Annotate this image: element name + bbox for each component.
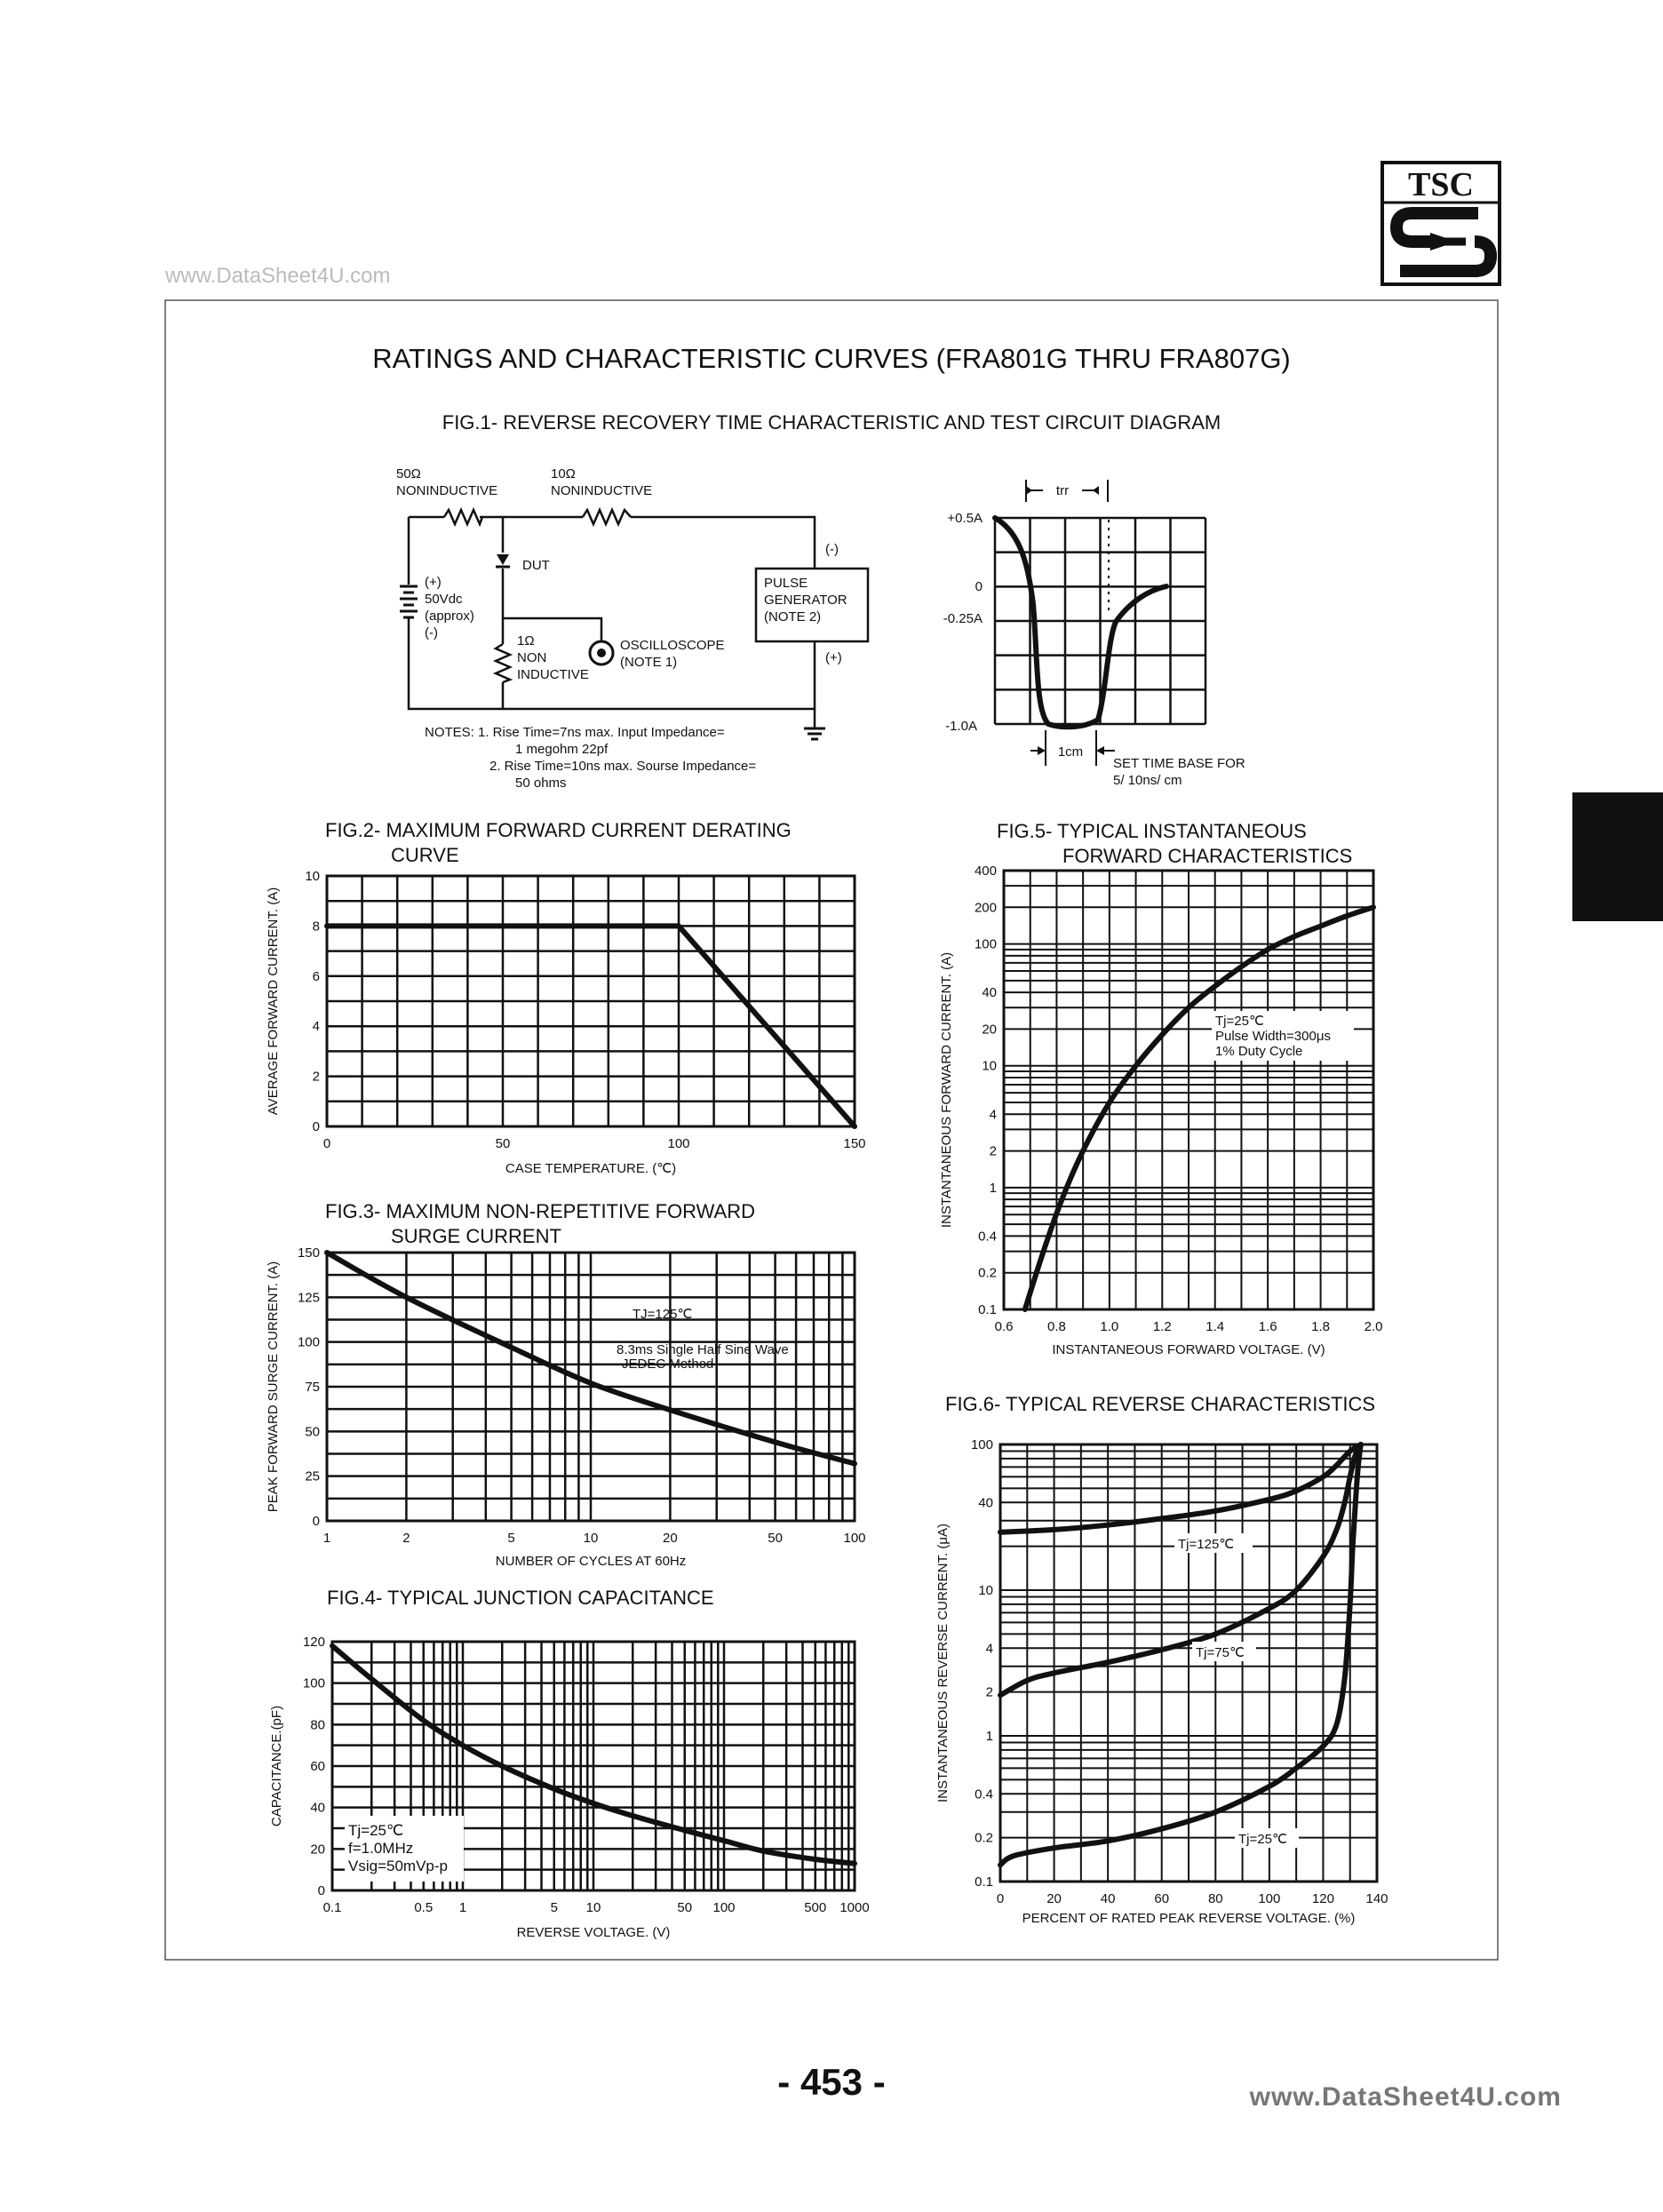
y-tick-label: 0.4: [975, 1786, 993, 1802]
x-tick-label: 0.1: [322, 1900, 342, 1915]
fig3-chart: [266, 1245, 866, 1569]
fig4-annotation: f=1.0MHz: [348, 1840, 414, 1857]
fig3-annotation: 8.3ms Single Half Sine Wave: [617, 1342, 789, 1357]
r1-type: NONINDUCTIVE: [396, 483, 498, 498]
x-axis-label: REVERSE VOLTAGE. (V): [516, 1925, 671, 1940]
x-tick-label: 0: [996, 1891, 1005, 1906]
watermark-bottom: www.DataSheet4U.com: [1249, 2082, 1562, 2112]
scope-y-label: -0.25A: [943, 611, 983, 626]
x-tick-label: 1: [458, 1900, 467, 1915]
y-tick-label: 2: [985, 1684, 993, 1700]
x-tick-label: 1.4: [1205, 1319, 1225, 1334]
x-tick-label: 100: [712, 1900, 736, 1915]
section-tab: [1572, 792, 1663, 921]
fig5-annotation: 1% Duty Cycle: [1215, 1044, 1303, 1059]
x-axis-label: PERCENT OF RATED PEAK REVERSE VOLTAGE. (%): [1022, 1911, 1356, 1926]
r1-value: 50Ω: [396, 466, 421, 481]
fig1-title: FIG.1- REVERSE RECOVERY TIME CHARACTERISTIC AND TEST CIRCUIT DIAGRAM: [442, 411, 1221, 434]
x-tick-label: 100: [667, 1136, 690, 1151]
x-tick-label: 0.6: [994, 1319, 1014, 1334]
fig4-annotation: Tj=25℃: [348, 1822, 404, 1839]
logo-text: TSC: [1408, 166, 1474, 203]
y-axis-label: AVERAGE FORWARD CURRENT. (A): [266, 887, 281, 1116]
pulse-line3: (NOTE 2): [764, 609, 822, 625]
fig3-annotation: TJ=125℃: [633, 1307, 693, 1322]
x-tick-label: 0: [322, 1136, 331, 1151]
fig1-circuit: [396, 466, 868, 791]
x-tick-label: 20: [663, 1531, 678, 1546]
y-tick-label: 4: [989, 1107, 997, 1123]
fig2-chart: [266, 869, 866, 1176]
fig5-annotation: Tj=25℃: [1215, 1014, 1264, 1029]
fig4-title: FIG.4- TYPICAL JUNCTION CAPACITANCE: [327, 1587, 714, 1609]
fig5-title: FORWARD CHARACTERISTICS: [1062, 845, 1353, 867]
y-tick-label: 0: [312, 1514, 320, 1529]
y-axis-label: CAPACITANCE.(pF): [269, 1705, 284, 1827]
y-tick-label: 120: [302, 1635, 325, 1650]
x-tick-label: 80: [1207, 1891, 1223, 1906]
x-tick-label: 0.8: [1046, 1319, 1066, 1334]
y-tick-label: 4: [985, 1641, 993, 1657]
y-tick-label: 8: [312, 919, 320, 935]
fig6-title: FIG.6- TYPICAL REVERSE CHARACTERISTICS: [945, 1393, 1376, 1415]
x-tick-label: 0.5: [414, 1900, 434, 1915]
y-tick-label: 0.2: [978, 1265, 997, 1281]
fig6-series-label: Tj=75℃: [1196, 1645, 1245, 1660]
x-axis-label: NUMBER OF CYCLES AT 60Hz: [495, 1554, 687, 1569]
y-tick-label: 1: [989, 1180, 997, 1196]
y-axis-label: PEAK FORWARD SURGE CURRENT. (A): [266, 1261, 281, 1513]
notes-2a: 2. Rise Time=10ns max. Sourse Impedance=: [489, 759, 757, 774]
fig5-title: FIG.5- TYPICAL INSTANTANEOUS: [997, 820, 1307, 842]
cm-label: 1cm: [1057, 744, 1084, 760]
y-tick-label: 150: [297, 1245, 320, 1261]
y-tick-label: 6: [312, 968, 320, 984]
x-tick-label: 1: [322, 1531, 331, 1546]
fig5-annotation: Pulse Width=300μs: [1215, 1029, 1331, 1044]
y-tick-label: 0.1: [978, 1302, 997, 1317]
fig3-annotation: JEDEC Method: [622, 1357, 714, 1372]
y-tick-label: 4: [312, 1019, 320, 1035]
dut-label: DUT: [522, 558, 550, 573]
y-tick-label: 0.1: [975, 1874, 993, 1890]
fig2-title: FIG.2- MAXIMUM FORWARD CURRENT DERATING: [325, 819, 792, 841]
notes-1b: 1 megohm 22pf: [515, 742, 609, 757]
y-axis-label: INSTANTANEOUS FORWARD CURRENT. (A): [939, 951, 954, 1229]
x-tick-label: 50: [768, 1531, 783, 1546]
r2-type: NONINDUCTIVE: [551, 483, 653, 498]
page-title: RATINGS AND CHARACTERISTIC CURVES (FRA801G THRU FRA807G): [372, 343, 1291, 374]
y-tick-label: 100: [974, 936, 997, 952]
x-tick-label: 2: [402, 1531, 410, 1546]
y-tick-label: 0.2: [975, 1830, 993, 1846]
y-tick-label: 50: [305, 1424, 320, 1440]
pulse-line2: GENERATOR: [764, 593, 847, 608]
x-tick-label: 50: [677, 1900, 693, 1915]
fig4-chart: [269, 1635, 870, 1940]
fig3-title: SURGE CURRENT: [391, 1225, 561, 1247]
x-tick-label: 100: [843, 1531, 866, 1546]
x-tick-label: 1.0: [1100, 1319, 1119, 1334]
y-tick-label: 25: [305, 1468, 320, 1484]
y-tick-label: 100: [297, 1334, 320, 1350]
x-tick-label: 120: [1311, 1891, 1334, 1906]
x-tick-label: 20: [1046, 1891, 1062, 1906]
pulse-line1: PULSE: [764, 576, 808, 591]
y-tick-label: 20: [982, 1022, 997, 1038]
gen-plus: (+): [825, 650, 842, 665]
y-tick-label: 20: [310, 1842, 325, 1858]
x-axis-label: INSTANTANEOUS FORWARD VOLTAGE. (V): [1052, 1342, 1325, 1357]
trr-label: trr: [1055, 483, 1070, 498]
x-tick-label: 40: [1100, 1891, 1116, 1906]
supply-minus: (-): [425, 625, 438, 641]
x-tick-label: 150: [843, 1136, 866, 1151]
scope-line2: (NOTE 1): [620, 655, 678, 670]
y-tick-label: 100: [302, 1675, 325, 1691]
y-tick-label: 60: [310, 1759, 325, 1774]
x-tick-label: 140: [1365, 1891, 1388, 1906]
y-axis-label: INSTANTANEOUS REVERSE CURRENT. (μA): [935, 1524, 951, 1802]
gen-minus: (-): [825, 542, 839, 557]
fig6-series-label: Tj=125℃: [1178, 1537, 1235, 1552]
tsc-logo: [1382, 163, 1500, 284]
y-tick-label: 10: [305, 869, 320, 884]
r3-value: 1Ω: [517, 633, 535, 648]
y-tick-label: 2: [312, 1069, 320, 1085]
r2-value: 10Ω: [551, 466, 576, 481]
timebase-1: SET TIME BASE FOR: [1113, 756, 1245, 771]
scope-y-label: 0: [975, 579, 983, 594]
supply-plus: (+): [425, 575, 442, 590]
page-number: - 453 -: [777, 2061, 886, 2103]
y-tick-label: 0: [312, 1119, 320, 1134]
x-tick-label: 1.6: [1258, 1319, 1277, 1334]
x-tick-label: 500: [804, 1900, 827, 1915]
y-tick-label: 40: [978, 1495, 993, 1511]
x-tick-label: 1000: [839, 1900, 870, 1915]
y-tick-label: 10: [982, 1058, 997, 1074]
y-tick-label: 200: [974, 900, 997, 916]
y-tick-label: 40: [310, 1800, 325, 1816]
notes-1a: NOTES: 1. Rise Time=7ns max. Input Impedance=: [425, 725, 725, 740]
x-tick-label: 5: [507, 1531, 515, 1546]
y-tick-label: 80: [310, 1717, 325, 1733]
fig2-title: CURVE: [391, 844, 459, 866]
y-tick-label: 400: [974, 863, 997, 879]
supply-value: 50Vdc: [425, 592, 463, 607]
r3-line2: INDUCTIVE: [517, 667, 589, 682]
fig3-title: FIG.3- MAXIMUM NON-REPETITIVE FORWARD: [325, 1200, 756, 1222]
y-tick-label: 0: [317, 1883, 325, 1898]
x-tick-label: 1.2: [1152, 1319, 1172, 1334]
scope-y-label: -1.0A: [945, 719, 977, 734]
y-tick-label: 10: [978, 1583, 993, 1598]
supply-approx: (approx): [425, 609, 474, 624]
fig6-series-label: Tj=25℃: [1238, 1832, 1287, 1847]
y-tick-label: 100: [970, 1437, 993, 1452]
fig4-annotation: Vsig=50mVp-p: [348, 1858, 448, 1874]
x-tick-label: 10: [583, 1531, 599, 1546]
timebase-2: 5/ 10ns/ cm: [1113, 773, 1182, 788]
y-tick-label: 0.4: [978, 1229, 997, 1245]
fig5-chart: [939, 863, 1382, 1357]
fig6-chart: [935, 1437, 1388, 1926]
x-tick-label: 10: [585, 1900, 601, 1915]
fig1-waveform: [943, 480, 1245, 788]
x-tick-label: 60: [1154, 1891, 1170, 1906]
notes-2b: 50 ohms: [515, 776, 567, 791]
r3-line1: NON: [517, 650, 547, 665]
y-tick-label: 1: [985, 1729, 993, 1744]
scope-line1: OSCILLOSCOPE: [620, 638, 725, 653]
y-tick-label: 125: [297, 1290, 320, 1306]
x-tick-label: 1.8: [1311, 1319, 1331, 1334]
x-tick-label: 5: [550, 1900, 558, 1915]
y-tick-label: 75: [305, 1380, 320, 1395]
watermark-top: www.DataSheet4U.com: [165, 264, 391, 288]
y-tick-label: 40: [982, 985, 997, 1001]
x-tick-label: 100: [1258, 1891, 1281, 1906]
x-tick-label: 2.0: [1364, 1319, 1383, 1334]
scope-y-label: +0.5A: [947, 511, 983, 526]
y-tick-label: 2: [989, 1143, 997, 1159]
x-axis-label: CASE TEMPERATURE. (℃): [505, 1161, 677, 1176]
x-tick-label: 50: [495, 1136, 511, 1151]
